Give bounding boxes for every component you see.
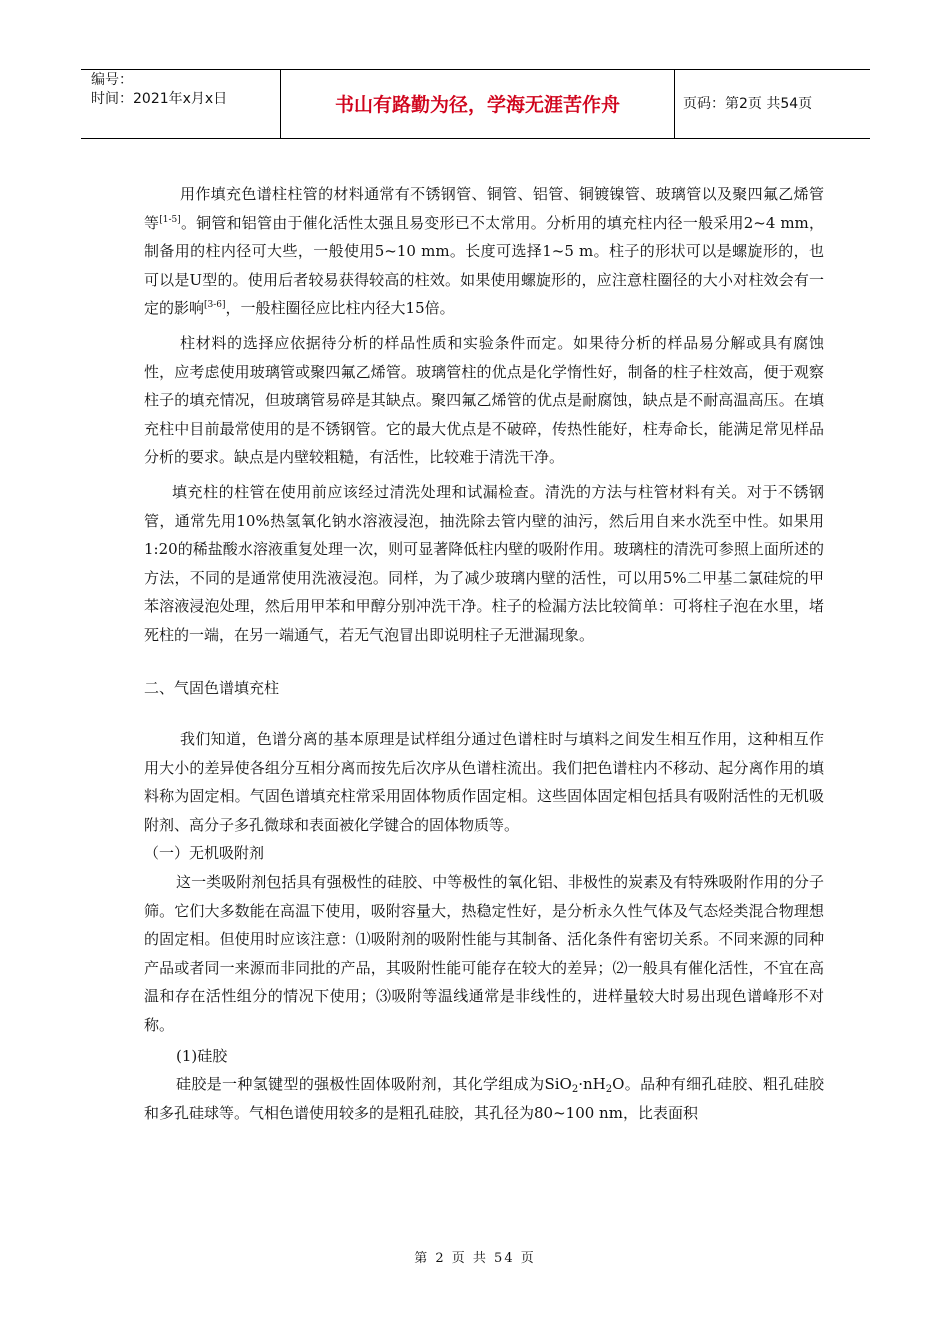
paragraph-5: 这一类吸附剂包括具有强极性的硅胶、中等极性的氧化铝、非极性的炭素及有特殊吸附作用的分子筛。它们大多数能在高温下使用，吸附容量大，热稳定性好，是分析永久性气体及气态烃类混合物理想的固定相。但使用时应该注意：⑴吸附剂的吸附性能与其制备、活化条件有密切关系。不同来源的同种产品或者同一来源而非同批的产品，其吸附性能可能存在较大的差异；⑵一般具有催化活性，不宜在高温和存在活性组分的情况下使用；⑶吸附等温线通常是非线性的，进样量较大时易出现色谱峰形不对称。 [144, 873, 824, 1035]
time-label: 时间：2021年x月x日 [91, 91, 228, 107]
paragraph-6-text-c: O。品种有细孔硅胶、粗孔硅胶和多孔硅球等。气相色谱使用较多的是粗孔硅胶，其孔径为80~100 nm，比表面积 [144, 1075, 824, 1122]
section-title: 二、气固色谱填充柱 [144, 678, 280, 697]
citation-2: [3-6] [204, 300, 226, 311]
paragraph-6-text-a: 硅胶是一种氢键型的强极性固体吸附剂，其化学组成为SiO [176, 1075, 572, 1094]
header-table [81, 69, 870, 139]
paragraph-1-text-b: 。铜管和铝管由于催化活性太强且易变形已不太常用。分析用的填充柱内径一般采用2~4 mm，制备用的柱内径可大些，一般使用5~10 mm。长度可选择1~5 m。柱子的形状可以是螺旋形的，也可以是U型的。使用后者较易获得较高的柱效。如果使用螺旋形的，应注意柱圈径的大小对柱效会有一定的影响 [144, 213, 824, 318]
paragraph-6 [144, 1070, 824, 1127]
paragraph-1-text-c: ，一般柱圈径应比柱内径大15倍。 [225, 299, 455, 318]
header-motto-cell [281, 70, 675, 138]
page-footer: 第 2 页 共 54 页 [414, 1251, 536, 1266]
subsection-title: （一）无机吸附剂 [144, 844, 265, 863]
item-title: (1)硅胶 [176, 1046, 228, 1065]
motto-text: 书山有路勤为径，学海无涯苦作舟 [334, 94, 620, 116]
number-label: 编号： [91, 72, 133, 88]
citation-1: [1-5] [159, 214, 181, 225]
paragraph-1 [144, 180, 824, 323]
paragraph-3: 填充柱的柱管在使用前应该经过清洗处理和试漏检查。清洗的方法与柱管材料有关。对于不锈钢管，通常先用10%热氢氧化钠水溶液浸泡，抽洗除去管内壁的油污，然后用自来水洗至中性。如果用1:20的稀盐酸水溶液重复处理一次，则可显著降低柱内壁的吸附作用。玻璃柱的清洗可参照上面所述的方法，不同的是通常使用洗液浸泡。同样，为了减少玻璃内壁的活性，可以用5%二甲基二氯硅烷的甲苯溶液浸泡处理，然后用甲苯和甲醇分别冲洗干净。柱子的检漏方法比较简单：可将柱子泡在水里，堵死柱的一端，在另一端通气，若无气泡冒出即说明柱子无泄漏现象。 [144, 482, 824, 644]
header-page-cell [675, 70, 870, 138]
subscript-1: 2 [571, 1084, 579, 1096]
page-info: 页码：第2页 共54页 [683, 96, 813, 112]
paragraph-1-text-a: 用作填充色谱柱柱管的材料通常有不锈钢管、铜管、铝管、铜镀镍管、玻璃管以及聚四氟乙烯管等 [144, 185, 824, 232]
subscript-2: 2 [605, 1084, 613, 1096]
paragraph-6-text-b: ·nH [578, 1075, 606, 1094]
header-meta-cell [81, 70, 281, 138]
document-body [144, 180, 824, 1127]
paragraph-4: 我们知道，色谱分离的基本原理是试样组分通过色谱柱时与填料之间发生相互作用，这种相互作用大小的差异使各组分互相分离而按先后次序从色谱柱流出。我们把色谱柱内不移动、起分离作用的填料称为固定相。气固色谱填充柱常采用固体物质作固定相。这些固体固定相包括具有吸附活性的无机吸附剂、高分子多孔微球和表面被化学键合的固体物质等。 [144, 730, 824, 834]
paragraph-2: 柱材料的选择应依据待分析的样品性质和实验条件而定。如果待分析的样品易分解或具有腐蚀性，应考虑使用玻璃管或聚四氟乙烯管。玻璃管柱的优点是化学惰性好，制备的柱子柱效高，便于观察柱子的填充情况，但玻璃管易碎是其缺点。聚四氟乙烯管的优点是耐腐蚀，缺点是不耐高温高压。在填充柱中目前最常使用的是不锈钢管。它的最大优点是不破碎，传热性能好，柱寿命长，能满足常见样品分析的要求。缺点是内壁较粗糙，有活性，比较难于清洗干净。 [144, 333, 824, 467]
